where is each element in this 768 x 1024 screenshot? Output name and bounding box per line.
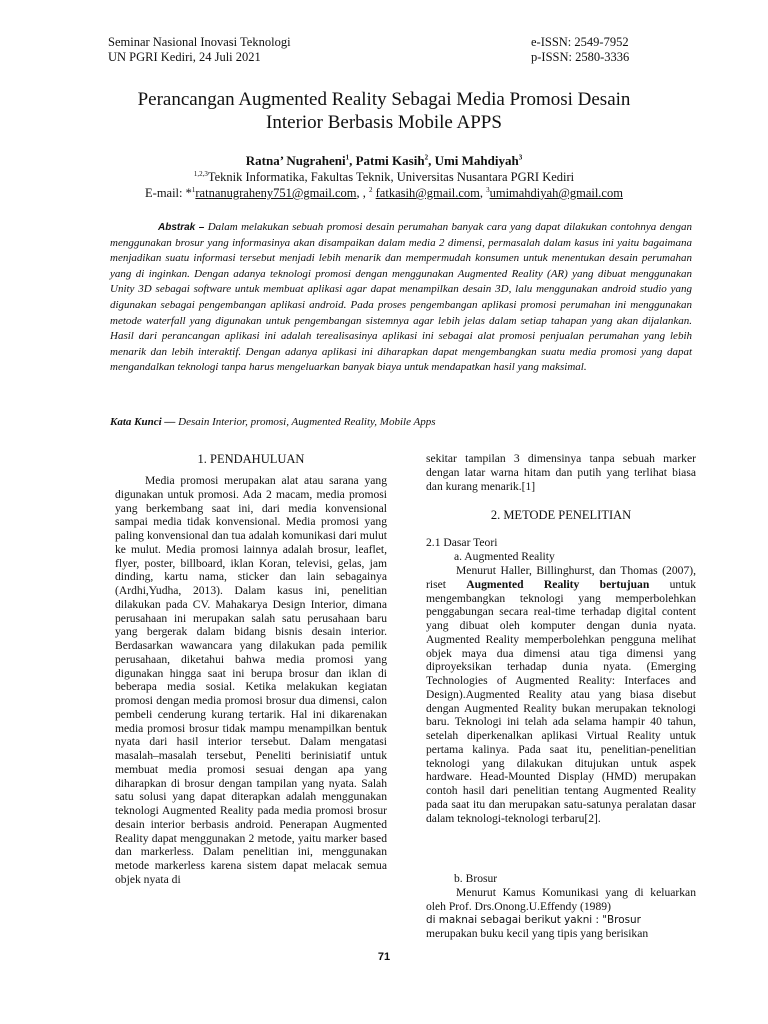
right-column-continuation	[426, 452, 696, 493]
email-3-sup: 3	[486, 186, 490, 194]
author-3: Umi Mahdiyah	[434, 153, 519, 168]
paper-title	[60, 88, 708, 134]
conference-venue: UN PGRI Kediri, 24 Juli 2021	[108, 50, 261, 64]
brosur-paragraph-start: Menurut Kamus Komunikasi yang di keluarkan oleh Prof. Drs.Onong.U.Effendy (1989)	[426, 886, 696, 913]
email-sep-1: , ,	[356, 186, 370, 201]
keywords	[110, 416, 692, 428]
email-2-sup: 2	[369, 186, 373, 194]
subsection-a-heading: a. Augmented Reality	[454, 550, 555, 563]
affiliation-sup: 1,2,3	[193, 170, 208, 178]
email-sep-2: ,	[479, 186, 487, 201]
intro-paragraph: Media promosi merupakan alat atau sarana yang digunakan untuk promosi. Ada 2 macam, media promosi yang berkembang saat ini, dari media konvensional sampai media tidak konvensional. Media promosi yang paling konvensional dan tua adalah komunikasi dari mulut ke mulut. Media promosi lainnya adalah brosur, leaflet, flyer, poster, billboard, iklan Koran, televisi, gelas, jam dinding, kartu nama, sticker dan lain sebagainya (Ardhi,Yudha, 2013). Dalam kasus ini, penelitian dilakukan pada CV. Mahakarya Design Interior, dimana perusahaan ini merupakan salah satu perusahaan baru yang bergerak dalam bidang bisnis desain interior. Berdasarkan wawancara yang dilakukan pada pemilik perusahaan, diketahui bahwa media promosi yang digunakan hingga saat ini berupa brosur dan iklan di beberapa media sosial. Ketika melakukan kegiatan promosi dengan media promosi brosur dua dimensi, calon pembeli cenderung kurang tertarik. Hal ini dikarenakan media promosi brosur tidak mampu menampilkan bentuk nyata dari hasil interior tersebut. Dalam mengatasi masalah–masalah tersebut, Peneliti berinisiatif untuk membuat media promosi sesuai dengan apa yang diharapkan di brosur dengan tampilan yang nyata. Salah satu solusi yang dapat diterapkan adalah menggunakan teknologi Augmented Reality pada media promosi brosur desain interior berbasis android. Penerapan Augmented Reality dapat menggunakan 2 metode, yaitu marker based dan markerless. Dalam penelitian ini, menggunakan metode markerless karena sistem dapat melacak semua objek nyata di	[115, 474, 387, 886]
pissn: p-ISSN: 2580-3336	[531, 50, 630, 64]
abstract-text: Dalam melakukan sebuah promosi desain perumahan banyak cara yang dapat dilakukan contohnya dengan menggunakan brosur yang informasinya akan disampaikan dalam media 2 dimensi, permasalah dalam kasus ini yaitu bagaimana menjadikan suatu informasi tersebut menjadi lebih menarik dan mempermudah konsumen untuk menentukan desain perumahan yang di inginkan. Dengan adanya teknologi promosi dengan menggunakan Augmented Reality (AR) yang dibuat menggunakan Unity 3D sebagai software untuk membuat aplikasi agar dapat menampilkan desain 3D, lalu menggunakan android studio yang digunakan sebagai pengembangan aplikasi android. Pada proses pengembangan aplikasi promosi perumahan ini menggunakan metode waterfall yang digunakan untuk pengembangan sistemnya agar lebih jelas dalam setiap tahapan yang akan dijalankan. Hasil dari perancangan aplikasi ini adalah terealisasinya aplikasi ini sebagai alat promosi penjualan perumahan yang lebih menarik dan lebih interaktif. Dengan adanya aplikasi ini diharapkan dapat mengembangkan suatu media promosi yang dapat mengandalkan teknologi tanpa harus mengeluarkan banyak biaya untuk mendapatkan hasil yang maksimal.	[110, 221, 693, 374]
title-line-1: Perancangan Augmented Reality Sebagai Media Promosi Desain	[137, 89, 631, 110]
brosur-section	[426, 886, 696, 941]
continued-paragraph: sekitar tampilan 3 dimensinya tanpa sebuah marker dengan latar warna hitam dan putih yang terlihat biasa dan kurang menarik.[1]	[426, 452, 696, 493]
augmented-reality-section	[426, 564, 696, 825]
author-sep: ,	[349, 153, 356, 168]
author-2: Patmi Kasih	[355, 153, 425, 168]
author-3-sup: 3	[518, 153, 523, 162]
email-3-link[interactable]: umimahdiyah@gmail.com	[489, 186, 623, 201]
email-1-mark: *	[185, 186, 192, 201]
ar-paragraph	[426, 564, 696, 825]
abstract	[110, 220, 692, 376]
author-1: Ratna’ Nugraheni	[245, 153, 346, 168]
keywords-label: Kata Kunci —	[110, 416, 176, 428]
author-sep: ,	[428, 153, 435, 168]
left-column	[115, 474, 387, 887]
brosur-paragraph-end: merupakan buku kecil yang tipis yang berisikan	[426, 927, 649, 941]
email-1-link[interactable]: ratnanugraheny751@gmail.com	[195, 186, 357, 201]
email-prefix: E-mail:	[145, 186, 186, 201]
author-2-sup: 2	[424, 153, 429, 162]
page-number: 71	[377, 951, 391, 963]
section-1-heading: 1. PENDAHULUAN	[197, 452, 305, 466]
subsection-b-heading: b. Brosur	[454, 872, 498, 885]
ar-paragraph-start: Menurut Haller, Billinghurst, dan Thomas (2007), riset	[426, 564, 696, 591]
title-line-2: Interior Berbasis Mobile APPS	[266, 112, 502, 133]
section-2-heading: 2. METODE PENELITIAN	[490, 508, 632, 522]
keywords-text: Desain Interior, promosi, Augmented Reality, Mobile Apps	[178, 416, 436, 428]
subsection-2-1: 2.1 Dasar Teori	[426, 536, 498, 549]
abstract-label: Abstrak –	[158, 222, 205, 233]
eissn: e-ISSN: 2549-7952	[531, 35, 629, 49]
conference-name: Seminar Nasional Inovasi Teknologi	[108, 35, 291, 49]
author-1-sup: 1	[345, 153, 350, 162]
ar-paragraph-bold: Augmented Reality bertujuan	[466, 577, 650, 591]
ar-paragraph-rest: untuk mengembangkan teknologi yang memperbolehkan penggabungan secara real-time terhadap digital content yang dibuat oleh komputer dengan dunia nyata. Augmented Reality memperbolehkan pengguna melihat objek maya dua dimensi atau tiga dimensi yang diproyeksikan terhadap dunia nyata. (Emerging Technologies of Augmented Reality: Interfaces and Design).Augmented Reality atau yang biasa disebut dengan Augmented Reality bukan merupakan teknologi baru. Teknologi ini telah ada selama hampir 40 tahun, setelah diperkenalkan aplikasi Virtual Reality untuk pertama kalinya. Pada saat itu, penelitian-penelitian teknologi yang dilakukan ditujukan untuk aspek hardware. Head-Mounted Display (HMD) merupakan contoh hasil dari penelitian tentang Augmented Reality pada saat itu dan merupakan satu-satunya peralatan dasar dalam teknologi-teknologi terbaru[2].	[426, 577, 696, 825]
brosur-paragraph-middle: di maknai sebagai berikut yakni : "Brosur	[426, 913, 641, 926]
email-2-link[interactable]: fatkasih@gmail.com	[375, 186, 480, 201]
email-1-sup: 1	[191, 186, 196, 194]
affiliation-text: Teknik Informatika, Fakultas Teknik, Universitas Nusantara PGRI Kediri	[207, 170, 575, 185]
email-line	[60, 183, 708, 201]
